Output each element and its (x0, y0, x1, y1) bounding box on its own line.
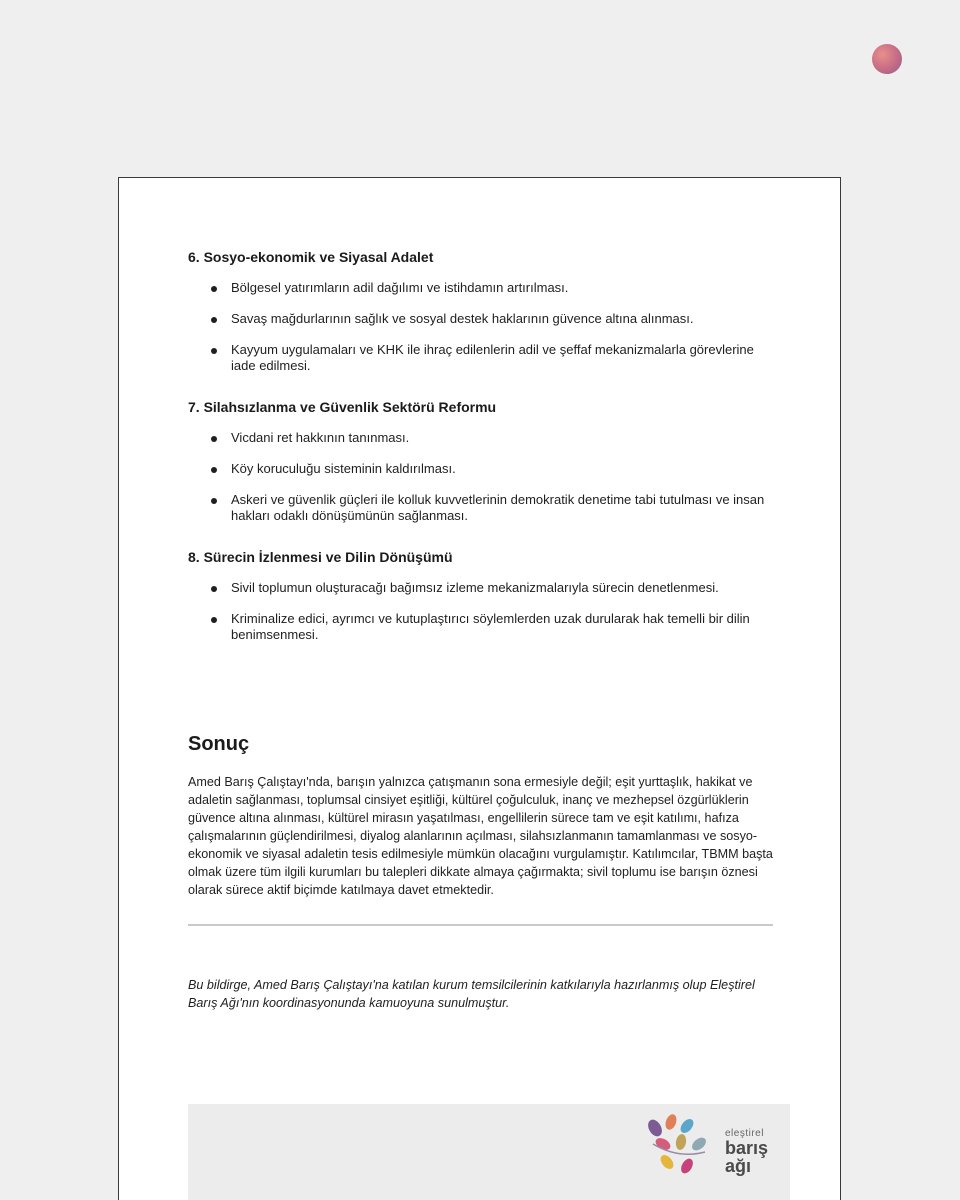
document-page (118, 177, 841, 1200)
section-list (188, 280, 778, 374)
list-item: Askeri ve güvenlik güçleri ile kolluk kuvvetlerinin demokratik denetime tabi tutulması ve insan hakları odaklı dönüşümünün sağlanması. (188, 492, 778, 524)
logo-text (725, 1128, 768, 1175)
divider (188, 924, 773, 926)
section-title: 7. Silahsızlanma ve Güvenlik Sektörü Reformu (188, 399, 497, 415)
section-title: 8. Sürecin İzlenmesi ve Dilin Dönüşümü (188, 549, 453, 565)
list-item: Vicdani ret hakkının tanınması. (188, 430, 778, 446)
logo (643, 1114, 783, 1184)
section-list (188, 580, 778, 643)
list-item: Bölgesel yatırımların adil dağılımı ve istihdamın artırılması. (188, 280, 778, 296)
list-item: Sivil toplumun oluşturacağı bağımsız izleme mekanizmalarıyla sürecin denetlenmesi. (188, 580, 778, 596)
list-item: Kayyum uygulamaları ve KHK ile ihraç edilenlerin adil ve şeffaf mekanizmalarla görevlerine iade edilmesi. (188, 342, 778, 374)
corner-dot-icon (872, 44, 902, 74)
logo-line2: barış (725, 1138, 769, 1158)
logo-line3: ağı (725, 1156, 752, 1176)
leaves-logo-icon (643, 1114, 719, 1184)
list-item: Savaş mağdurlarının sağlık ve sosyal destek haklarının güvence altına alınması. (188, 311, 778, 327)
section-7 (188, 398, 778, 524)
section-list (188, 430, 778, 524)
sections-container (188, 248, 778, 667)
conclusion-body: Amed Barış Çalıştayı'nda, barışın yalnızca çatışmanın sona ermesiyle değil; eşit yurttaşlık, hakikat ve adaletin sağlanması, toplumsal cinsiyet eşitliği, kültürel çoğulculuk, inanç ve mezhepsel özgürlüklerin güvence altına alınması, kültürel mirasın yaşatılması, engellilerin sürece tam ve eşit katılımı, hafıza çalışmalarının güçlendirilmesi, diyalog alanlarının açılması, silahsızlanmanın tamamlanması ve sosyo-ekonomik ve siyasal adaletin tesis edilmesiyle mümkün olacağını vurgulamıştır. Katılımcılar, TBMM başta olmak üzere tüm ilgili kurumları bu talepleri dikkate almaya çağırmakta; sivil toplumu ise barışın öznesi olarak sürece aktif biçimde katılmaya davet etmektedir. (188, 775, 773, 897)
conclusion-title: Sonuç (188, 733, 250, 755)
logo-line1: eleştirel (725, 1128, 764, 1139)
footer-band (188, 1104, 790, 1200)
section-6 (188, 248, 778, 374)
list-item: Köy koruculuğu sisteminin kaldırılması. (188, 461, 778, 477)
section-8 (188, 548, 778, 643)
closing-note: Bu bildirge, Amed Barış Çalıştayı'na katılan kurum temsilcilerinin katkılarıyla hazırlanmış olup Eleştirel Barış Ağı'nın koordinasyonunda kamuoyuna sunulmuştur. (188, 978, 755, 1010)
list-item: Kriminalize edici, ayrımcı ve kutuplaştırıcı söylemlerden uzak durularak hak temelli bir dilin benimsenmesi. (188, 611, 778, 643)
section-title: 6. Sosyo-ekonomik ve Siyasal Adalet (188, 249, 434, 265)
